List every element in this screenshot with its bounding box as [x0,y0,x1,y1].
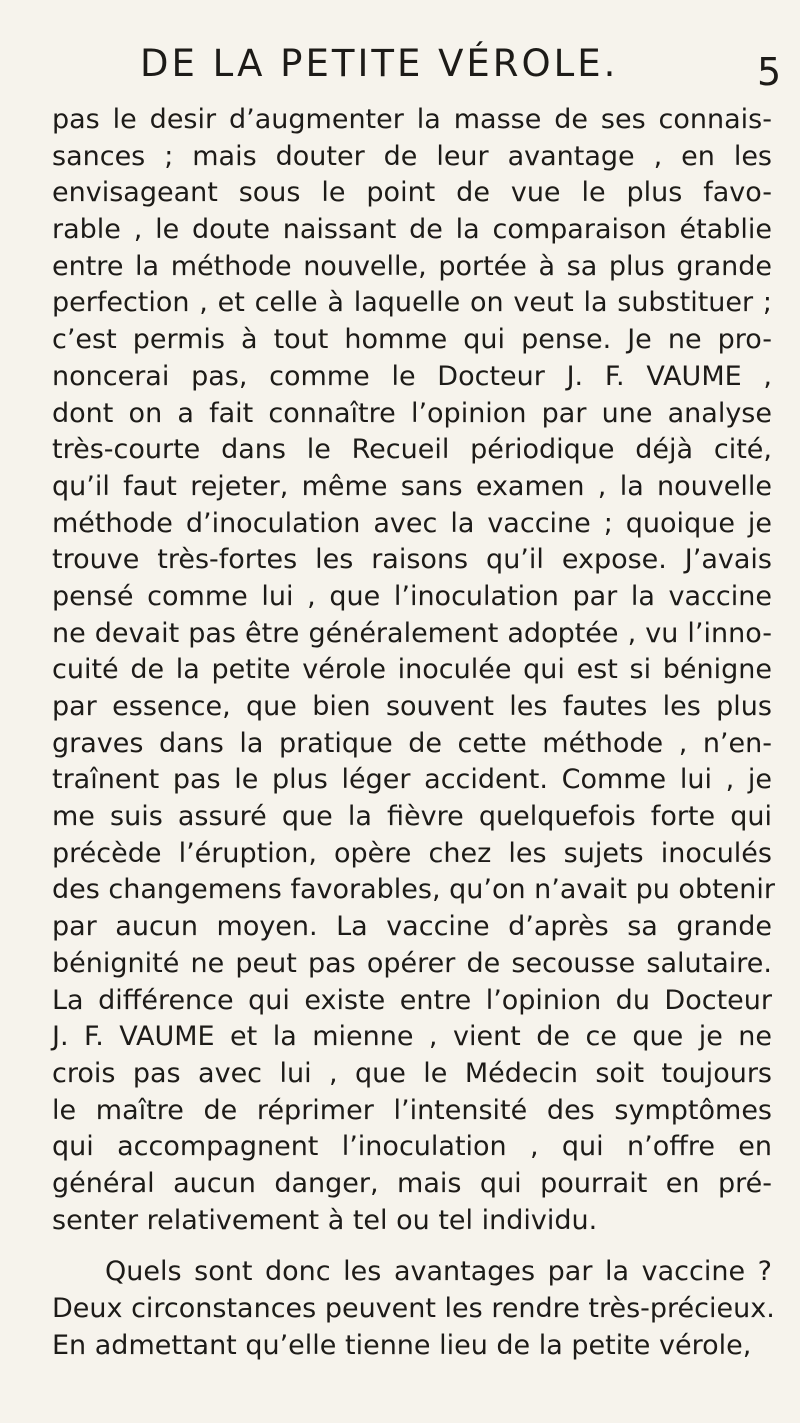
running-head: DE LA PETITE VÉROLE. [140,42,619,85]
text-line: traînent pas le plus léger accident. Comme lui , je [52,764,772,796]
text-line: En admettant qu’elle tienne lieu de la petite vérole, [52,1329,752,1361]
text-line: bénignité ne peut pas opérer de secousse salutaire. [52,947,772,979]
text-line: par aucun moyen. La vaccine d’après sa grande [52,911,772,943]
text-line: pensé comme lui , que l’inoculation par la vaccine [52,580,772,612]
text-line: sances ; mais douter de leur avantage , en les [52,140,772,172]
text-line: crois pas avec lui , que le Médecin soit toujours [52,1057,772,1089]
page-number: 5 [757,50,782,94]
text-line: trouve très-fortes les raisons qu’il expose. J’avais [52,544,772,576]
text-line: graves dans la pratique de cette méthode , n’en- [52,727,772,759]
text-line: perfection , et celle à laquelle on veut la substituer ; [52,287,772,319]
body-text [52,102,776,1364]
text-line: noncerai pas, comme le Docteur J. F. VAUME , [52,360,772,392]
text-line: par essence, que bien souvent les fautes les plus [52,691,772,722]
text-line: J. F. VAUME et la mienne , vient de ce que je ne [52,1021,772,1053]
text-line: le maître de réprimer l’intensité des symptômes [52,1094,772,1126]
text-line: ne devait pas être généralement adoptée , vu l’inno- [52,617,772,649]
text-line: pas le desir d’augmenter la masse de ses connais- [52,104,772,135]
paragraph-2 [52,1254,775,1364]
text-line: dont on a fait connaître l’opinion par une analyse [52,397,772,429]
text-line: c’est permis à tout homme qui pense. Je ne pro- [52,324,772,356]
text-line: envisageant sous le point de vue le plus favo- [52,177,772,209]
text-line: rable , le doute naissant de la comparaison établie [52,214,772,246]
text-line: général aucun danger, mais qui pourrait en pré- [52,1167,772,1199]
text-line: des changemens favorables, qu’on n’avait pu obtenir [52,874,776,906]
text-line: précède l’éruption, opère chez les sujets inoculés [52,837,772,869]
text-line: qu’il faut rejeter, même sans examen , la nouvelle [52,470,772,502]
text-line: qui accompagnent l’inoculation , qui n’offre en [52,1131,772,1163]
paragraph-1 [52,102,776,1239]
text-line: me suis assuré que la fièvre quelquefois forte qui [52,801,772,833]
text-line: La différence qui existe entre l’opinion du Docteur [52,984,772,1016]
text-line: Quels sont donc les avantages par la vaccine ? [105,1256,772,1288]
text-line: Deux circonstances peuvent les rendre très-précieux. [52,1293,775,1324]
text-line: senter relativement à tel ou tel individu. [52,1204,598,1236]
paragraph-gap [52,1239,772,1254]
text-line: cuité de la petite vérole inoculée qui est si bénigne [52,654,772,686]
text-line: entre la méthode nouvelle, portée à sa plus grande [52,250,772,282]
text-line: méthode d’inoculation avec la vaccine ; quoique je [52,507,772,539]
text-line: très-courte dans le Recueil périodique déjà cité, [52,434,772,466]
